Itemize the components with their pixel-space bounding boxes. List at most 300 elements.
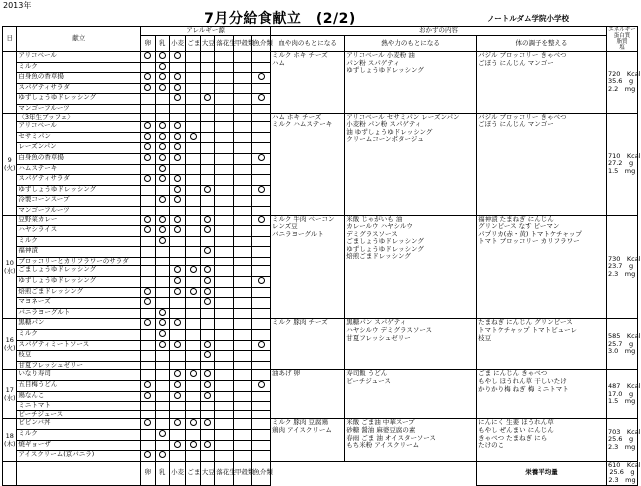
allergen-mark-cell (200, 277, 214, 288)
allergen-mark-cell (200, 247, 214, 258)
allergen-mark-cell (169, 94, 185, 105)
allergen-mark-cell (169, 308, 185, 319)
allergen-mark-cell (215, 94, 234, 105)
allergen-mark-cell (155, 132, 169, 143)
allergen-mark-cell (200, 381, 214, 392)
allergen-mark-cell (186, 226, 200, 237)
allergen-mark-cell (233, 429, 252, 440)
date-header: 日 (3, 27, 17, 52)
allergen-mark-cell (200, 226, 214, 237)
allergen-mark-cell (169, 451, 185, 462)
menu-item: 焼ギョーザ (17, 440, 141, 451)
allergen-mark-cell (215, 132, 234, 143)
allergen-mark-cell (200, 308, 214, 319)
circle-icon (174, 381, 181, 388)
allergen-egg: 卵 (141, 35, 155, 51)
allergen-mark-cell (252, 73, 271, 84)
blood-header: 血や肉のもとになる (270, 35, 344, 51)
allergen-mark-cell (141, 319, 155, 330)
allergen-mark-cell (155, 62, 169, 73)
allergen-mark-cell (155, 308, 169, 319)
allergen-mark-cell (155, 164, 169, 175)
menu-item: ミニトマト (17, 402, 141, 411)
allergen-mark-cell (169, 104, 185, 113)
allergen-mark-cell (252, 196, 271, 207)
allergen-mark-cell (252, 298, 271, 309)
allergen-mark-cell (155, 319, 169, 330)
allergen-mark-cell (215, 440, 234, 451)
allergen-mark-cell (233, 132, 252, 143)
circle-icon (144, 319, 151, 326)
menu-item: 冷製コーンスープ (17, 196, 141, 207)
allergen-mark-cell (200, 451, 214, 462)
allergen-mark-cell (186, 308, 200, 319)
allergen-mark-cell (186, 451, 200, 462)
ingredient-body: 福神漬 たまねぎ にんじん グリンピース なす ピーマン パプリカ(赤・黄) トマトケチャップ トマト ブロッコリー カリフラワー (477, 215, 607, 319)
circle-icon (144, 73, 151, 80)
average-nutrition: 610 Kcal 25.6 g 2.3 mg (607, 460, 641, 484)
circle-icon (174, 175, 181, 182)
menu-item: ミルク (17, 62, 141, 73)
allergen-mark-cell (252, 113, 271, 122)
allergen-mark-cell (233, 340, 252, 351)
allergen-mark-cell (252, 440, 271, 451)
allergen-mark-cell (215, 143, 234, 154)
allergen-mark-cell (155, 381, 169, 392)
circle-icon (204, 226, 211, 233)
allergen-mark-cell (200, 132, 214, 143)
allergen-mark-cell (215, 185, 234, 196)
circle-icon (159, 165, 166, 172)
allergen-mark-cell (186, 73, 200, 84)
allergen-mark-cell (233, 402, 252, 411)
allergen-mark-cell (233, 164, 252, 175)
allergen-mark-cell (141, 308, 155, 319)
allergen-mark-cell (233, 266, 252, 277)
allergen-mark-cell (252, 83, 271, 94)
circle-icon (174, 392, 181, 399)
day-nutrition: 710 Kcal 27.2 g 1.5 mg (606, 113, 637, 215)
allergen-mark-cell (155, 143, 169, 154)
allergen-mark-cell (233, 381, 252, 392)
circle-icon (204, 247, 211, 254)
footer-blank (3, 461, 17, 485)
allergen-mark-cell (200, 429, 214, 440)
allergen-mark-cell (252, 330, 271, 341)
allergen-mark-cell (141, 429, 155, 440)
menu-item: いなり寿司 (17, 370, 141, 381)
circle-icon (174, 341, 181, 348)
allergen-mark-cell (186, 419, 200, 430)
allergen-mark-cell (215, 381, 234, 392)
circle-icon (204, 216, 211, 223)
allergen-mark-cell (252, 429, 271, 440)
allergen-mark-cell (215, 257, 234, 266)
allergen-mark-cell (200, 440, 214, 451)
allergen-mark-cell (186, 402, 200, 411)
circle-icon (144, 154, 151, 161)
menu-item: スパゲティサラダ (17, 83, 141, 94)
allergen-mark-cell (155, 206, 169, 215)
allergen-mark-cell (186, 175, 200, 186)
allergen-mark-cell (233, 206, 252, 215)
allergen-mark-cell (169, 319, 185, 330)
allergen-mark-cell (215, 319, 234, 330)
allergen-mark-cell (155, 451, 169, 462)
allergen-mark-cell (141, 236, 155, 247)
allergen-mark-cell (186, 132, 200, 143)
allergen-mark-cell (169, 330, 185, 341)
circle-icon (159, 309, 166, 316)
allergen-mark-cell (141, 266, 155, 277)
allergen-mark-cell (141, 370, 155, 381)
circle-icon (144, 451, 151, 458)
allergen-mark-cell (233, 226, 252, 237)
circle-icon (204, 298, 211, 305)
allergen-mark-cell (233, 153, 252, 164)
circle-icon (144, 52, 151, 59)
circle-icon (144, 419, 151, 426)
allergen-mark-cell (155, 402, 169, 411)
allergen-mark-cell (186, 164, 200, 175)
table-row (3, 319, 638, 330)
allergen-mark-cell (169, 62, 185, 73)
circle-icon (174, 154, 181, 161)
allergen-mark-cell (233, 83, 252, 94)
allergen-mark-cell (169, 122, 185, 133)
allergen-mark-cell (200, 164, 214, 175)
allergen-mark-cell (169, 52, 185, 63)
allergen-mark-cell (141, 185, 155, 196)
circle-icon (204, 419, 211, 426)
circle-icon (174, 122, 181, 129)
allergen-mark-cell (155, 287, 169, 298)
circle-icon (144, 122, 151, 129)
allergen-mark-cell (186, 62, 200, 73)
circle-icon (190, 370, 197, 377)
allergen-mark-cell (215, 247, 234, 258)
allergen-mark-cell (200, 175, 214, 186)
allergen-mark-cell (215, 266, 234, 277)
allergen-mark-cell (200, 104, 214, 113)
circle-icon (159, 143, 166, 150)
circle-icon (204, 266, 211, 273)
allergen-mark-cell (141, 419, 155, 430)
allergen-mark-cell (252, 402, 271, 411)
circle-icon (144, 226, 151, 233)
circle-icon (258, 73, 265, 80)
allergen-mark-cell (252, 215, 271, 226)
allergen-mark-cell (200, 402, 214, 411)
allergen-mark-cell (233, 419, 252, 430)
ingredient-blood: 油あげ 卵 (270, 370, 344, 419)
allergen-mark-cell (169, 257, 185, 266)
allergen-mark-cell (141, 402, 155, 411)
circle-icon (204, 341, 211, 348)
menu-item: アリコベール (17, 52, 141, 63)
allergen-mark-cell (252, 340, 271, 351)
circle-icon (159, 122, 166, 129)
allergen-mark-cell (200, 122, 214, 133)
table-row (3, 215, 638, 226)
allergen-mark-cell (233, 104, 252, 113)
circle-icon (159, 63, 166, 70)
allergen-mark-cell (186, 298, 200, 309)
page-title: 7月分給食献立 (2/2) (204, 11, 356, 27)
circle-icon (204, 441, 211, 448)
allergen-mark-cell (200, 62, 214, 73)
allergen-mark-cell (141, 104, 155, 113)
allergen-mark-cell (215, 113, 234, 122)
day-nutrition: 487 Kcal 17.0 g 1.5 mg (606, 370, 637, 419)
allergen-mark-cell (233, 370, 252, 381)
day-date: 10 (水) (3, 215, 17, 319)
school-name: ノートルダム学院小学校 (487, 14, 569, 23)
allergen-mark-cell (252, 132, 271, 143)
circle-icon (174, 266, 181, 273)
allergen-mark-cell (155, 257, 169, 266)
allergen-mark-cell (215, 402, 234, 411)
allergen-mark-cell (141, 206, 155, 215)
menu-item: 白身魚の香草揚 (17, 153, 141, 164)
allergen-mark-cell (169, 113, 185, 122)
footer-allergen: 落花生 (215, 461, 234, 485)
allergen-mark-cell (252, 361, 271, 370)
allergen-mark-cell (252, 308, 271, 319)
allergen-mark-cell (233, 319, 252, 330)
allergen-mark-cell (215, 308, 234, 319)
table-row (3, 113, 638, 122)
ingredient-energy: 寿司飯 うどん ピーチジュース (345, 370, 477, 419)
allergen-mark-cell (200, 340, 214, 351)
allergen-milk: 乳 (155, 35, 169, 51)
allergen-mark-cell (215, 153, 234, 164)
allergen-mark-cell (155, 52, 169, 63)
menu-item: ミルク (17, 429, 141, 440)
footer-blank (270, 461, 344, 485)
circle-icon (174, 277, 181, 284)
allergen-mark-cell (155, 298, 169, 309)
circle-icon (190, 419, 197, 426)
allergen-mark-cell (169, 429, 185, 440)
allergen-mark-cell (233, 351, 252, 362)
allergen-mark-cell (215, 391, 234, 402)
allergen-mark-cell (233, 62, 252, 73)
menu-item: ピーチジュース (17, 410, 141, 419)
allergen-mark-cell (215, 73, 234, 84)
allergen-mark-cell (141, 62, 155, 73)
allergen-mark-cell (169, 132, 185, 143)
menu-item: ゆずしょうゆドレッシング (17, 277, 141, 288)
allergen-mark-cell (233, 451, 252, 462)
allergen-mark-cell (141, 94, 155, 105)
allergen-mark-cell (141, 381, 155, 392)
allergen-mark-cell (186, 143, 200, 154)
allergen-mark-cell (186, 391, 200, 402)
allergen-mark-cell (215, 226, 234, 237)
allergen-mark-cell (252, 287, 271, 298)
menu-item: 鶏なんこ (17, 391, 141, 402)
allergen-mark-cell (252, 143, 271, 154)
circle-icon (144, 288, 151, 295)
allergen-mark-cell (155, 94, 169, 105)
circle-icon (174, 94, 181, 101)
allergen-mark-cell (233, 175, 252, 186)
allergen-mark-cell (155, 351, 169, 362)
allergen-mark-cell (169, 410, 185, 419)
allergen-mark-cell (169, 215, 185, 226)
allergen-mark-cell (252, 319, 271, 330)
allergen-mark-cell (200, 257, 214, 266)
ingredient-energy: 米飯 ごま油 中華スープ 砂糖 醤油 麻婆豆腐の素 春雨 ごま 油 オイスターソース もち米粉 アイスクリーム (345, 419, 477, 461)
allergen-mark-cell (155, 370, 169, 381)
menu-item: ゆずしょうゆドレッシング (17, 94, 141, 105)
allergen-mark-cell (215, 164, 234, 175)
allergen-mark-cell (200, 266, 214, 277)
allergen-mark-cell (155, 215, 169, 226)
allergen-mark-cell (155, 122, 169, 133)
circle-icon (258, 381, 265, 388)
menu-item: ゆずしょうゆドレッシング (17, 185, 141, 196)
allergen-mark-cell (186, 215, 200, 226)
allergen-mark-cell (186, 247, 200, 258)
allergen-mark-cell (141, 451, 155, 462)
allergen-mark-cell (186, 330, 200, 341)
allergen-mark-cell (141, 257, 155, 266)
footer-allergen: ごま (186, 461, 200, 485)
circle-icon (159, 84, 166, 91)
ingredient-blood: ハム ホキ チーズ ミルク ハムステーキ (270, 113, 344, 215)
menu-item: 甘夏フレッシュゼリー (17, 361, 141, 370)
allergen-mark-cell (141, 196, 155, 207)
circle-icon (144, 84, 151, 91)
allergen-mark-cell (215, 104, 234, 113)
menu-item: ミルク (17, 236, 141, 247)
allergen-mark-cell (141, 143, 155, 154)
circle-icon (159, 330, 166, 337)
allergen-mark-cell (252, 122, 271, 133)
allergen-mark-cell (233, 308, 252, 319)
allergen-mark-cell (186, 266, 200, 277)
allergen-sesame: ごま (186, 35, 200, 51)
allergen-mark-cell (155, 361, 169, 370)
allergen-mark-cell (155, 340, 169, 351)
allergen-mark-cell (215, 206, 234, 215)
allergen-mark-cell (252, 104, 271, 113)
allergen-mark-cell (215, 451, 234, 462)
allergen-mark-cell (186, 361, 200, 370)
allergen-mark-cell (169, 266, 185, 277)
allergen-mark-cell (252, 247, 271, 258)
allergen-mark-cell (141, 330, 155, 341)
ingredient-blood: ミルク 牛肉 ベーコン レンズ豆 バニラヨーグルト (270, 215, 344, 319)
allergen-mark-cell (141, 351, 155, 362)
allergen-mark-cell (215, 370, 234, 381)
menu-item: 枝豆 (17, 351, 141, 362)
allergen-mark-cell (200, 361, 214, 370)
allergen-mark-cell (186, 113, 200, 122)
allergen-mark-cell (252, 391, 271, 402)
allergen-mark-cell (215, 330, 234, 341)
day-date (3, 52, 17, 114)
circle-icon (258, 186, 265, 193)
circle-icon (204, 392, 211, 399)
circle-icon (190, 441, 197, 448)
allergen-mark-cell (252, 277, 271, 288)
circle-icon (159, 451, 166, 458)
allergen-mark-cell (252, 185, 271, 196)
allergen-mark-cell (200, 319, 214, 330)
menu-item: ブロッコリーとカリフラワーのサラダ (17, 257, 141, 266)
menu-item: アリコベール (17, 122, 141, 133)
menu-item: ミルク (17, 330, 141, 341)
allergen-mark-cell (155, 153, 169, 164)
allergen-mark-cell (252, 62, 271, 73)
allergen-mark-cell (200, 143, 214, 154)
table-row (3, 419, 638, 430)
allergen-seafood: 魚介類 (252, 35, 271, 51)
allergen-mark-cell (169, 351, 185, 362)
allergen-mark-cell (169, 391, 185, 402)
allergen-mark-cell (233, 287, 252, 298)
menu-item: ハヤシライス (17, 226, 141, 237)
allergen-mark-cell (200, 113, 214, 122)
ingredient-energy: アリコベール セサミパン レーズンパン 小麦粉 パン粉 スパゲティ 油 ゆずしょうゆドレッシング クリームコーンポタージュ (345, 113, 477, 215)
allergen-mark-cell (155, 247, 169, 258)
allergen-mark-cell (252, 351, 271, 362)
allergen-mark-cell (200, 153, 214, 164)
allergen-mark-cell (186, 122, 200, 133)
ingredients-header: おかずの内容 (270, 27, 606, 36)
allergen-mark-cell (252, 451, 271, 462)
menu-item: ハムステーキ (17, 164, 141, 175)
allergen-mark-cell (169, 175, 185, 186)
circle-icon (159, 133, 166, 140)
allergen-mark-cell (233, 247, 252, 258)
nutrition-header: エネルギー 蛋白質 脂質 塩 (608, 27, 636, 51)
allergen-mark-cell (233, 113, 252, 122)
allergen-mark-cell (141, 247, 155, 258)
allergen-mark-cell (215, 340, 234, 351)
allergen-mark-cell (215, 83, 234, 94)
ingredient-energy: アリコベール 小麦粉 油 パン粉 スパゲティ ゆずしょうゆドレッシング (345, 52, 477, 114)
allergen-mark-cell (252, 164, 271, 175)
allergen-mark-cell (169, 440, 185, 451)
body-header: 体の調子を整える (477, 35, 607, 51)
circle-icon (144, 392, 151, 399)
circle-icon (258, 277, 265, 284)
allergen-mark-cell (200, 215, 214, 226)
allergen-mark-cell (169, 83, 185, 94)
allergen-mark-cell (169, 361, 185, 370)
allergen-mark-cell (233, 52, 252, 63)
circle-icon (204, 370, 211, 377)
allergen-mark-cell (186, 236, 200, 247)
allergen-mark-cell (252, 52, 271, 63)
circle-icon (174, 419, 181, 426)
allergen-mark-cell (155, 83, 169, 94)
allergen-mark-cell (233, 185, 252, 196)
menu-item: マンゴーフルーツ (17, 206, 141, 215)
allergen-mark-cell (252, 419, 271, 430)
allergen-mark-cell (155, 73, 169, 84)
allergen-mark-cell (155, 277, 169, 288)
day-date: 18 (木) (3, 419, 17, 461)
allergen-mark-cell (155, 175, 169, 186)
allergen-mark-cell (169, 370, 185, 381)
allergen-mark-cell (200, 206, 214, 215)
allergen-mark-cell (233, 440, 252, 451)
